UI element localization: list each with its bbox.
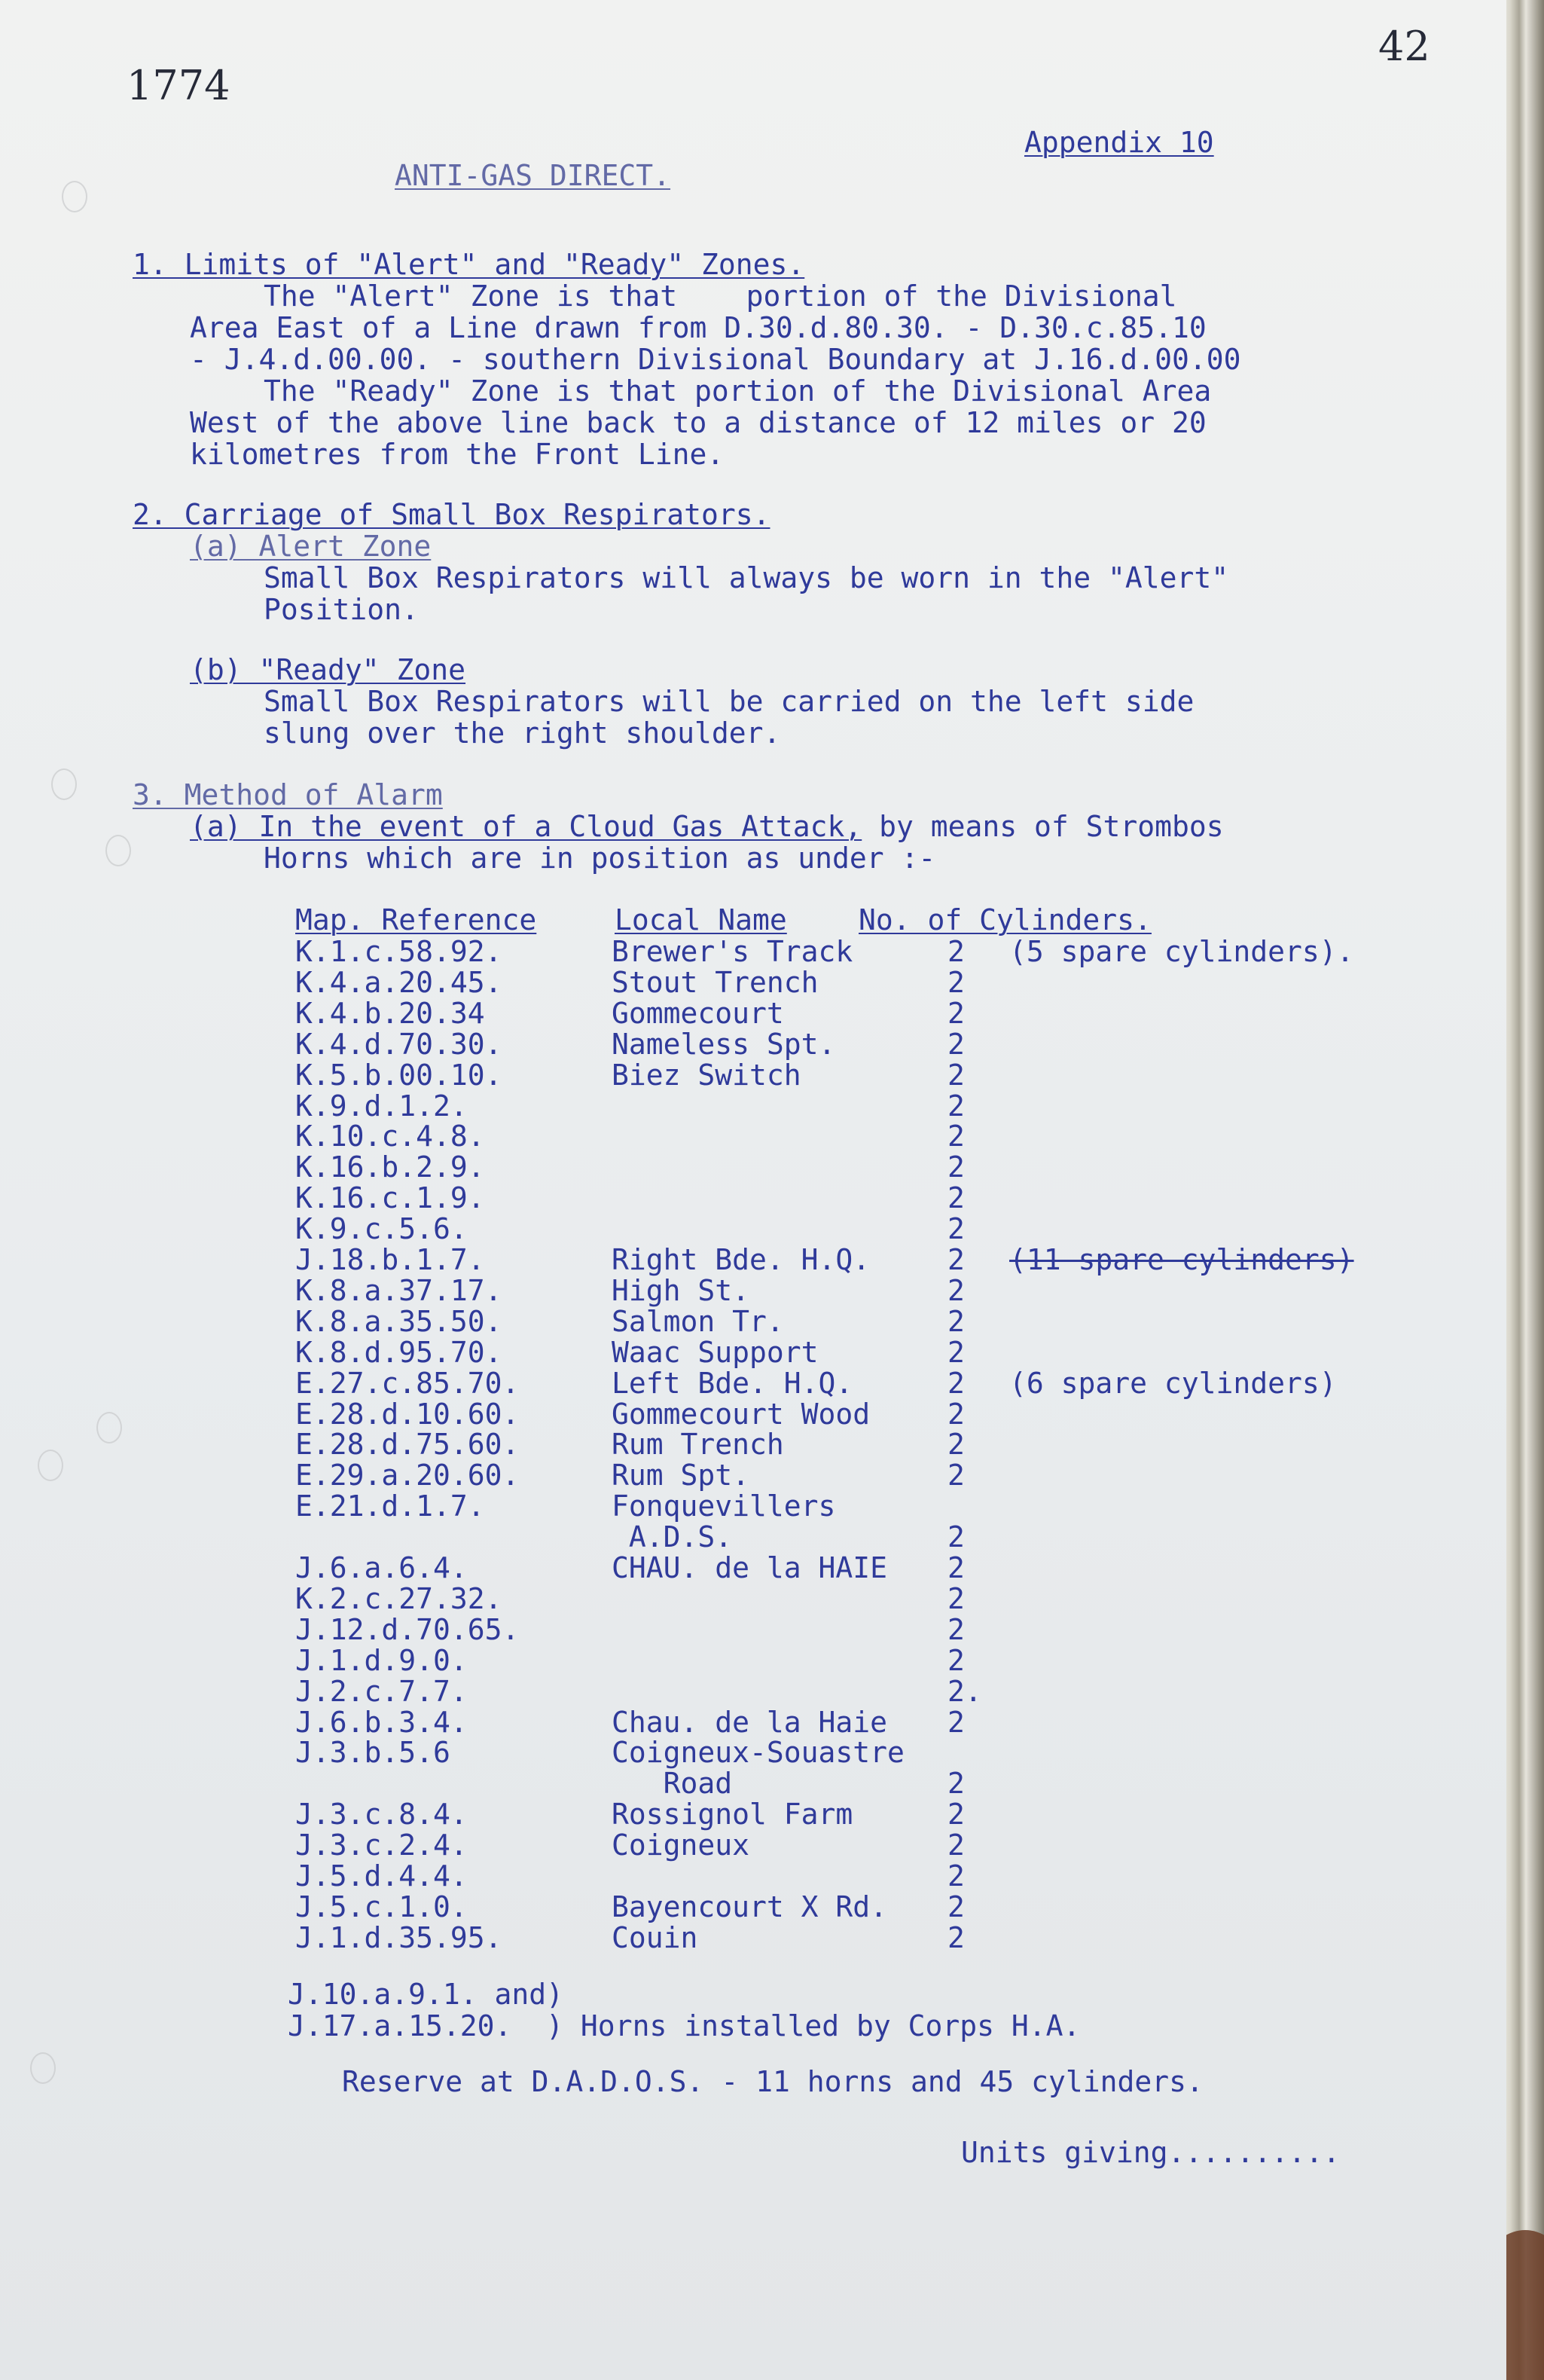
map-reference-cell: K.8.d.95.70.	[295, 1336, 502, 1369]
corps-line-1: J.10.a.9.1. and)	[288, 1978, 564, 2011]
cylinders-cell: 2	[947, 1398, 965, 1431]
section2-b-line: slung over the right shoulder.	[264, 716, 781, 750]
folio-number: 42	[1378, 23, 1430, 70]
map-reference-cell: K.8.a.35.50.	[295, 1305, 502, 1338]
cylinders-cell: 2	[947, 1089, 965, 1123]
cylinders-cell: 2	[947, 1212, 965, 1245]
local-name-cell: Gommecourt	[612, 997, 784, 1030]
map-reference-cell: K.5.b.00.10.	[295, 1059, 502, 1092]
map-reference-cell: J.6.b.3.4.	[295, 1706, 468, 1739]
cylinders-cell: 2	[947, 1059, 965, 1092]
cylinders-cell: 2	[947, 1367, 965, 1400]
local-name-cell: Stout Trench	[612, 966, 819, 999]
punch-hole-icon	[51, 768, 77, 800]
cylinders-cell: 2	[947, 1859, 965, 1893]
section3-a-line1-rest: by means of Strombos	[862, 810, 1224, 843]
map-reference-cell: E.28.d.10.60.	[295, 1398, 520, 1431]
header-cylinders: No. of Cylinders.	[859, 903, 1152, 936]
section1-line: The "Ready" Zone is that portion of the Divisional Area	[264, 374, 1212, 408]
map-reference-cell: J.1.d.35.95.	[295, 1921, 502, 1954]
document-title: ANTI-GAS DIRECT.	[395, 159, 671, 192]
local-name-cell: Coigneux-Souastre	[612, 1736, 905, 1769]
cylinders-cell: 2	[947, 1798, 965, 1831]
corps-line-2-text: ) Horns installed by Corps H.A.	[511, 2009, 1081, 2042]
cylinders-cell: 2	[947, 1150, 965, 1184]
local-name-cell: Left Bde. H.Q.	[612, 1367, 853, 1400]
section3-heading: 3. Method of Alarm	[133, 778, 443, 811]
cylinders-cell: 2	[947, 1921, 965, 1954]
map-reference-cell: K.9.d.1.2.	[295, 1089, 468, 1123]
map-reference-cell: K.16.b.2.9.	[295, 1150, 485, 1184]
map-reference-cell: J.6.a.6.4.	[295, 1551, 468, 1584]
section2-a-label: (a) Alert Zone	[190, 530, 432, 563]
cylinders-cell: 2.	[947, 1675, 982, 1708]
section2-b-line: Small Box Respirators will be carried on the left side	[264, 685, 1195, 718]
cylinders-cell: 2	[947, 1181, 965, 1214]
appendix-label: Appendix 10	[1024, 126, 1214, 159]
map-reference-cell: K.9.c.5.6.	[295, 1212, 468, 1245]
section1-line: West of the above line back to a distance of 12 miles or 20	[190, 406, 1207, 439]
local-name-cell: Right Bde. H.Q.	[612, 1243, 871, 1276]
local-name-cell: Fonquevillers	[612, 1489, 836, 1523]
local-name-cell: Coigneux	[612, 1829, 750, 1862]
local-name-cell: Biez Switch	[612, 1059, 801, 1092]
local-name-cell: Bayencourt X Rd.	[612, 1890, 888, 1923]
map-reference-cell: E.21.d.1.7.	[295, 1489, 485, 1523]
cylinders-cell: 2	[947, 1582, 965, 1615]
map-reference-cell: J.1.d.9.0.	[295, 1644, 468, 1677]
note-cell: (6 spare cylinders)	[1009, 1367, 1337, 1400]
punch-hole-icon	[30, 2052, 56, 2084]
map-reference-cell: E.29.a.20.60.	[295, 1459, 520, 1492]
local-name-cell: Chau. de la Haie	[612, 1706, 888, 1739]
map-reference-cell: J.3.b.5.6	[295, 1736, 450, 1769]
header-map-reference: Map. Reference	[295, 903, 537, 936]
reference-number: 1774	[127, 62, 230, 109]
section2-b-label: (b) "Ready" Zone	[190, 653, 466, 686]
local-name-cell: CHAU. de la HAIE	[612, 1551, 888, 1584]
cylinders-cell: 2	[947, 1243, 965, 1276]
cylinders-cell: 2	[947, 1767, 965, 1800]
section1-line: - J.4.d.00.00. - southern Divisional Boundary at J.16.d.00.00	[190, 343, 1241, 376]
map-reference-cell: J.5.c.1.0.	[295, 1890, 468, 1923]
cylinders-cell: 2	[947, 1890, 965, 1923]
map-reference-cell: K.1.c.58.92.	[295, 935, 502, 968]
continuation-line: Units giving..........	[961, 2136, 1341, 2169]
punch-hole-icon	[96, 1412, 122, 1444]
cylinders-cell: 2	[947, 1551, 965, 1584]
section1-line: Area East of a Line drawn from D.30.d.80.30. - D.30.c.85.10	[190, 311, 1207, 344]
punch-hole-icon	[62, 181, 87, 212]
section1-line: The "Alert" Zone is that portion of the Divisional	[264, 280, 1177, 313]
cylinders-cell: 2	[947, 1613, 965, 1646]
cylinders-cell: 2	[947, 1120, 965, 1153]
cylinders-cell: 2	[947, 997, 965, 1030]
local-name-cell: Gommecourt Wood	[612, 1398, 871, 1431]
note-cell: (5 spare cylinders).	[1009, 935, 1354, 968]
map-reference-cell: K.4.b.20.34	[295, 997, 485, 1030]
cylinders-cell: 2	[947, 1274, 965, 1307]
map-reference-cell: J.3.c.2.4.	[295, 1829, 468, 1862]
cylinders-cell: 2	[947, 1706, 965, 1739]
section3-a-line1	[190, 811, 1224, 842]
cylinders-cell: 2	[947, 1305, 965, 1338]
local-name-cell: Rum Trench	[612, 1428, 784, 1461]
local-name-cell: Rum Spt.	[612, 1459, 750, 1492]
local-name-cell: Road	[612, 1767, 733, 1800]
local-name-cell: Rossignol Farm	[612, 1798, 853, 1831]
map-reference-cell: E.28.d.75.60.	[295, 1428, 520, 1461]
cylinders-cell: 2	[947, 966, 965, 999]
local-name-cell: Waac Support	[612, 1336, 819, 1369]
cylinders-cell: 2	[947, 1459, 965, 1492]
cylinders-cell: 2	[947, 1520, 965, 1554]
local-name-cell: High St.	[612, 1274, 750, 1307]
cylinders-cell: 2	[947, 1829, 965, 1862]
map-reference-cell: J.2.c.7.7.	[295, 1675, 468, 1708]
punch-hole-icon	[38, 1450, 63, 1481]
map-reference-cell: K.16.c.1.9.	[295, 1181, 485, 1214]
section2-heading: 2. Carriage of Small Box Respirators.	[133, 498, 770, 531]
section1-line: kilometres from the Front Line.	[190, 438, 725, 471]
local-name-cell: Salmon Tr.	[612, 1305, 784, 1338]
corps-line-2	[288, 2010, 1080, 2042]
section3-a-label: (a) In the event of a Cloud Gas Attack,	[190, 810, 862, 843]
punch-hole-icon	[105, 835, 131, 866]
corps-line-2-ref: J.17.a.15.20.	[288, 2009, 512, 2042]
map-reference-cell: J.12.d.70.65.	[295, 1613, 520, 1646]
map-reference-cell: K.8.a.37.17.	[295, 1274, 502, 1307]
map-reference-cell: E.27.c.85.70.	[295, 1367, 520, 1400]
section1-heading: 1. Limits of "Alert" and "Ready" Zones.	[133, 248, 805, 281]
map-reference-cell: K.4.d.70.30.	[295, 1028, 502, 1061]
section3-a-line2: Horns which are in position as under :-	[264, 842, 936, 875]
map-reference-cell: J.5.d.4.4.	[295, 1859, 468, 1893]
local-name-cell: Couin	[612, 1921, 698, 1954]
cylinders-cell: 2	[947, 1336, 965, 1369]
cylinders-cell: 2	[947, 1028, 965, 1061]
reserve-line: Reserve at D.A.D.O.S. - 11 horns and 45 cylinders.	[342, 2065, 1204, 2098]
local-name-cell: A.D.S.	[612, 1520, 733, 1554]
section2-a-line: Position.	[264, 593, 419, 626]
local-name-cell: Brewer's Track	[612, 935, 853, 968]
map-reference-cell: J.3.c.8.4.	[295, 1798, 468, 1831]
note-cell: (11 spare cylinders)	[1009, 1243, 1354, 1276]
cylinders-cell: 2	[947, 935, 965, 968]
map-reference-cell: K.4.a.20.45.	[295, 966, 502, 999]
cylinders-cell: 2	[947, 1644, 965, 1677]
map-reference-cell: J.18.b.1.7.	[295, 1243, 485, 1276]
local-name-cell: Nameless Spt.	[612, 1028, 836, 1061]
cylinders-cell: 2	[947, 1428, 965, 1461]
header-local-name: Local Name	[615, 903, 787, 936]
section2-a-line: Small Box Respirators will always be worn in the "Alert"	[264, 561, 1229, 594]
map-reference-cell: K.2.c.27.32.	[295, 1582, 502, 1615]
map-reference-cell: K.10.c.4.8.	[295, 1120, 485, 1153]
